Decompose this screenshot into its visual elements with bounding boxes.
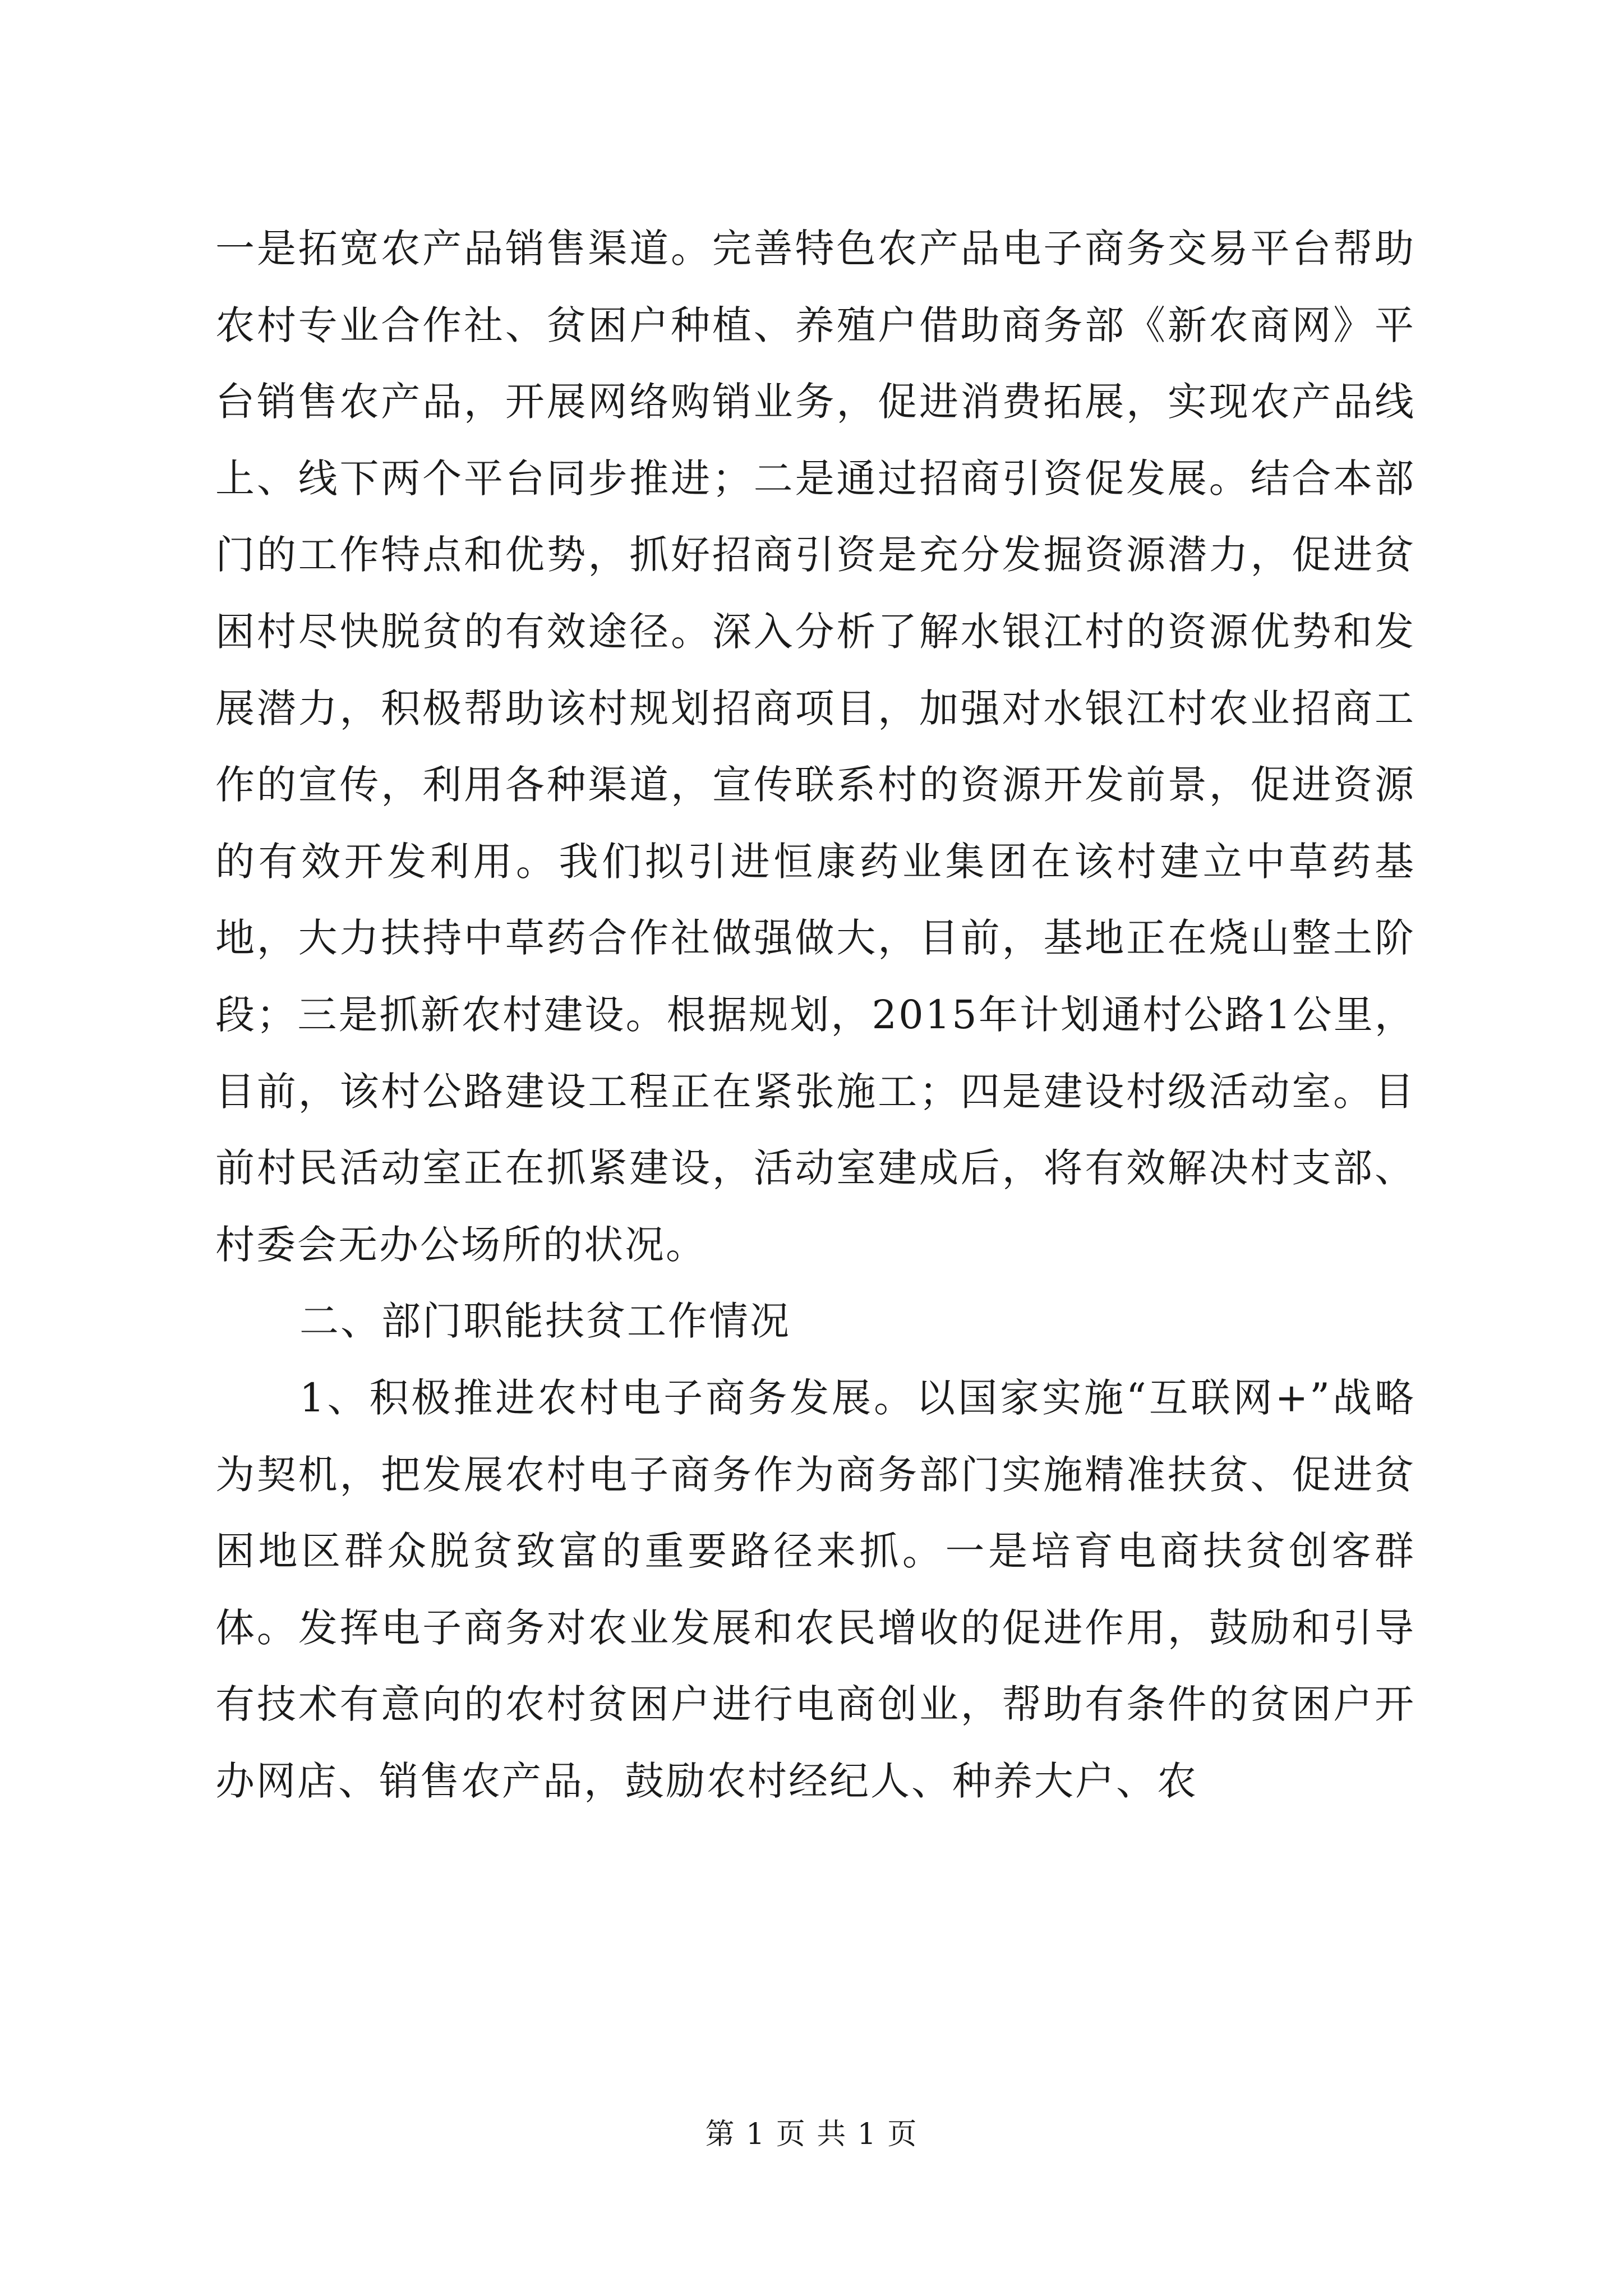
section-heading: 二、部门职能扶贫工作情况 (299, 1298, 791, 1345)
document-body (215, 210, 1415, 1819)
page-footer: 第 1 页 共 1 页 (705, 2118, 918, 2151)
paragraph-3: 1、积极推进农村电子商务发展。以国家实施“互联网+”战略为契机，把发展农村电子商务作为商务部门实施精准扶贫、促进贫困地区群众脱贫致富的重要路径来抓。一是培育电商扶贫创客群体。发挥电子商务对农业发展和农民增收的促进作用，鼓励和引导有技术有意向的农村贫困户进行电商创业，帮助有条件的贫困户开办网店、销售农产品，鼓励农村经纪人、种养大户、农 (215, 1374, 1415, 1804)
paragraph-1: 一是拓宽农产品销售渠道。完善特色农产品电子商务交易平台帮助农村专业合作社、贫困户种植、养殖户借助商务部《新农商网》平台销售农产品，开展网络购销业务，促进消费拓展，实现农产品线上、线下两个平台同步推进；二是通过招商引资促发展。结合本部门的工作特点和优势，抓好招商引资是充分发掘资源潜力，促进贫困村尽快脱贫的有效途径。深入分析了解水银江村的资源优势和发展潜力，积极帮助该村规划招商项目，加强对水银江村农业招商工作的宣传，利用各种渠道，宣传联系村的资源开发前景，促进资源的有效开发利用。我们拟引进恒康药业集团在该村建立中草药基地，大力扶持中草药合作社做强做大，目前，基地正在烧山整土阶段；三是抓新农村建设。根据规划，2015年计划通村公路1公里，目前，该村公路建设工程正在紧张施工；四是建设村级活动室。目前村民活动室正在抓紧建设，活动室建成后，将有效解决村支部、村委会无办公场所的状况。 (215, 226, 1415, 1268)
